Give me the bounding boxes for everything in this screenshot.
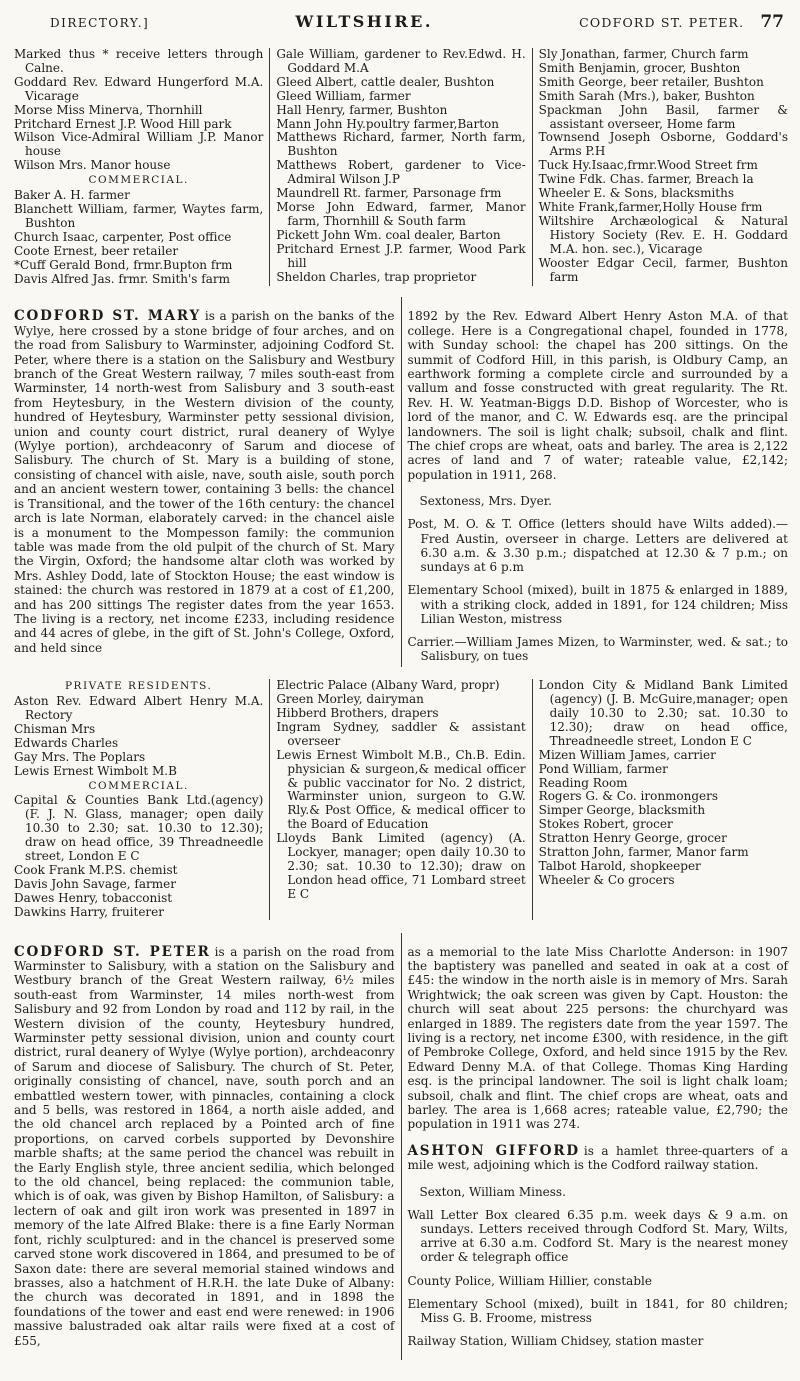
page-header <box>8 12 794 32</box>
directory-entry: Rogers G. & Co. ironmongers <box>538 789 719 804</box>
directory-entry: Matthews Robert, gardener to Vice-Admiral Wilson J.P <box>276 158 526 187</box>
directory-entry: Dawkins Harry, fruiterer <box>14 904 165 919</box>
codford-st-peter-left-column <box>8 933 401 1360</box>
codford-st-peter-paragraph <box>14 945 395 1348</box>
directory-entry: Wooster Edgar Cecil, farmer, Bushton farm <box>538 255 788 284</box>
parish-note: Wall Letter Box cleared 6.35 p.m. week days & 9 a.m. on sundays. Letters received through Codford St. Mary, Wilts, arrive at 6.30 a.m. Codford St. Mary is the nearest money order & telegraph office <box>407 1207 788 1265</box>
directory-entry: Tuck Hy.Isaac,frmr.Wood Street frm <box>538 158 758 173</box>
directory-entry: Pickett John Wm. coal dealer, Barton <box>276 227 501 242</box>
directory-entry: Spackman John Basil, farmer & assistant overseer, Home farm <box>538 102 788 131</box>
parish-note: Elementary School (mixed), built in 1841, for 80 children; Miss G. B. Froome, mistress <box>407 1296 788 1326</box>
directory-entry: Gleed Albert, cattle dealer, Bushton <box>276 74 495 89</box>
ashton-gifford-heading: ASHTON GIFFORD <box>407 1142 580 1159</box>
residents-column-1 <box>8 679 269 919</box>
column-heading: COMMERCIAL. <box>88 174 189 187</box>
directory-entry: Simper George, blacksmith <box>538 803 706 818</box>
directory-entry: Baker A. H. farmer <box>14 188 130 203</box>
directory-entry: Smith Benjamin, grocer, Bushton <box>538 60 741 75</box>
listing-column-2 <box>269 48 531 286</box>
directory-entry: Sheldon Charles, trap proprietor <box>276 269 477 284</box>
codford-st-mary-notes <box>408 494 789 663</box>
directory-entry: Stratton Henry George, grocer <box>538 831 727 846</box>
listing-column-1 <box>8 48 269 286</box>
directory-entry: Wheeler & Co grocers <box>538 872 675 887</box>
parish-note: Railway Station, William Chidsey, station master <box>407 1334 704 1349</box>
directory-entry: Wilson Mrs. Manor house <box>14 158 171 173</box>
directory-entry: Wilson Vice-Admiral William J.P. Manor house <box>14 130 264 159</box>
codford-st-mary-heading: CODFORD ST. MARY <box>14 308 201 325</box>
directory-entry: Lewis Ernest Wimbolt M.B <box>14 763 177 778</box>
directory-entry: Gay Mrs. The Poplars <box>14 749 146 764</box>
directory-entry: Reading Room <box>538 775 628 790</box>
ashton-gifford-text: is a hamlet three-quarters of a mile west, adjoining which is the Codford railway station. <box>407 1143 788 1173</box>
directory-entry: Chisman Mrs <box>14 721 96 736</box>
directory-entry: Davis Alfred Jas. frmr. Smith's farm <box>14 271 230 286</box>
parish-note: Post, M. O. & T. Office (letters should have Wilts added).—Fred Austin, overseer in charge. Letters are delivered at 6.30 a.m. & 3.30 p.m.; dispatched at 12.30 & 7 p.m.; on sundays at 6 p.m <box>407 517 788 575</box>
parish-note: Carrier.—William James Mizen, to Warminster, wed. & sat.; to Salisbury, on tues <box>407 634 788 664</box>
codford-st-peter-right-column <box>401 933 795 1360</box>
codford-st-mary-text-right: 1892 by the Rev. Edward Albert Henry Aston M.A. of that college. Here is a Congregational chapel, founded in 1778, with Sunday school: the chapel has 200 sittings. On the summit of Codford Hill, in this parish, is Oldbury Camp, an earthwork forming a complete circle and surrounded by a vallum and fosse constructed with great regularity. The Rt. Rev. H. W. Yeatman-Biggs D.D. Bishop of Worcester, who is lord of the manor, and C. W. Edwards esq. are the principal landowners. The soil is light chalk; subsoil, chalk and flint. The chief crops are wheat, oats and barley. The area is 2,122 acres of land and 7 of water; rateable value, £2,142; population in 1911, 268. <box>407 309 788 482</box>
codford-st-peter-section <box>8 933 794 1360</box>
directory-entry: *Cuff Gerald Bond, frmr.Bupton frm <box>14 257 233 272</box>
directory-entry: Cook Frank M.P.S. chemist <box>14 862 178 877</box>
directory-entry: Green Morley, dairyman <box>276 692 424 707</box>
codford-st-mary-text-left: is a parish on the banks of the Wylye, here crossed by a stone bridge of four arches, and on the road from Salisbury to Warminster, adjoining Codford St. Peter, where there is a station on the Salisbury and Westbury branch of the Great Western railway, 7 miles south-east from Warminster, 14 north-west from Salisbury and 3 south-east from Heytesbury, in the Western division of the county, hundred of Heytesbury, Warminster petty sessional division, union and county court district, rural deanery of Wylye (Wylye portion), archdeaconry of Sarum and diocese of Salisbury. The church of St. Mary is a building of stone, consisting of chancel with aisle, nave, south aisle, south porch and an ancient western tower, containing 3 bells: the chancel is Transitional, and the tower of the 16th century: the chancel arch is late Norman, elaborately carved: in the chancel aisle is a monument to the Mompesson family: the communion table was made from the old pulpit of the church of St. Mary the Virgin, Oxford; the handsome altar cloth was worked by Mrs. Ashley Dodd, late of Stockton House; the east window is stained: the church was restored in 1879 at a cost of £1,200, and has 200 sittings The register dates from the year 1653. The living is a rectory, net income £233, including residence and 44 acres of glebe, in the gift of St. John's College, Oxford, and held since <box>14 309 395 655</box>
parish-note: Sextoness, Mrs. Dyer. <box>419 494 552 509</box>
column-heading: COMMERCIAL. <box>88 779 189 792</box>
header-parish-and-page <box>579 12 784 32</box>
header-directory-label: DIRECTORY.] <box>50 16 150 30</box>
directory-entry: Mann John Hy.poultry farmer,Barton <box>276 116 499 131</box>
continued-listings-section <box>8 48 794 286</box>
directory-entry: Gleed William, farmer <box>276 88 411 103</box>
parish-note: Sexton, William Miness. <box>419 1184 566 1199</box>
directory-entry: Blanchett William, farmer, Waytes farm, Bushton <box>14 201 264 230</box>
directory-entry: Matthews Richard, farmer, North farm, Bushton <box>276 130 526 159</box>
directory-entry: Wiltshire Archæological & Natural History Society (Rev. E. H. Goddard M.A. hon. sec.), Vicarage <box>538 213 788 256</box>
directory-entry: Twine Fdk. Chas. farmer, Breach la <box>538 172 754 187</box>
directory-entry: Pritchard Ernest J.P. farmer, Wood Park hill <box>276 241 526 270</box>
directory-entry: Stratton John, farmer, Manor farm <box>538 845 749 860</box>
codford-st-mary-left-column <box>8 297 401 667</box>
header-county-title: WILTSHIRE. <box>295 12 433 31</box>
directory-entry: Gale William, gardener to Rev.Edwd. H. Goddard M.A <box>276 47 526 75</box>
directory-entry: Goddard Rev. Edward Hungerford M.A. Vicarage <box>14 74 264 103</box>
directory-entry: Hall Henry, farmer, Bushton <box>276 102 448 117</box>
directory-entry: Wheeler E. & Sons, blacksmiths <box>538 186 735 201</box>
header-parish-label: CODFORD ST. PETER. <box>579 15 745 30</box>
directory-entry: Marked thus * receive letters through Calne. <box>14 47 264 75</box>
directory-entry: Church Isaac, carpenter, Post office <box>14 229 232 244</box>
column-heading: PRIVATE RESIDENTS. <box>64 680 213 693</box>
listing-column-3 <box>532 48 794 286</box>
ashton-gifford-notes <box>408 1185 789 1349</box>
directory-entry: Smith George, beer retailer, Bushton <box>538 74 764 89</box>
residents-column-2 <box>269 679 531 919</box>
directory-entry: Pritchard Ernest J.P. Wood Hill park <box>14 116 232 131</box>
directory-entry: Edwards Charles <box>14 735 119 750</box>
directory-entry: Morse Miss Minerva, Thornhill <box>14 102 203 117</box>
directory-entry: Pond William, farmer <box>538 761 668 776</box>
directory-entry: Dawes Henry, tobacconist <box>14 890 173 905</box>
directory-entry: Hibberd Brothers, drapers <box>276 705 439 720</box>
parish-note: Elementary School (mixed), built in 1875 & enlarged in 1889, with a striking clock, added in 1891, for 124 children; Miss Lilian Weston, mistress <box>407 583 788 626</box>
directory-entry: Maundrell Rt. farmer, Parsonage frm <box>276 186 502 201</box>
residents-column-3 <box>532 679 794 919</box>
directory-entry: Stokes Robert, grocer <box>538 817 673 832</box>
codford-st-peter-text-right: as a memorial to the late Miss Charlotte Anderson: in 1907 the baptistery was panelled and seated in oak at a cost of £45: the window in the north aisle is in memory of Mrs. Sarah Wrightwick; the oak screen was given by Capt. Houston: the church will seat about 225 persons: the churchyard was enlarged in 1889. The registers date from the year 1597. The living is a rectory, net income £300, with residence, in the gift of Pembroke College, Oxford, and held since 1915 by the Rev. Edward Denny M.A. of that College. Thomas King Harding esq. is the principal landowner. The soil is light chalk loam; subsoil, chalk and flint. The chief crops are wheat, oats and barley. The area is 1,668 acres; rateable value, £2,790; the population in 1911 was 274. <box>407 944 788 1132</box>
directory-entry: White Frank,farmer,Holly House frm <box>538 199 763 214</box>
directory-entry: Lewis Ernest Wimbolt M.B., Ch.B. Edin. physician & surgeon,& medical officer & public vaccinator for No. 2 district, Warminster union, surgeon to G.W. Rly.& Post Office, & medical officer to the Board of Education <box>276 747 526 832</box>
directory-entry: Aston Rev. Edward Albert Henry M.A. Rectory <box>14 694 264 722</box>
directory-entry: Townsend Joseph Osborne, Goddard's Arms P.H <box>538 130 788 159</box>
directory-entry: Capital & Counties Bank Ltd.(agency) (F. J. N. Glass, manager; open daily 10.30 to 2.30; sat. 10.30 to 12.30); draw on head office, 39 Threadneedle street, London E C <box>14 793 264 864</box>
directory-entry: Lloyds Bank Limited (agency) (A. Lockyer, manager; open daily 10.30 to 2.30; sat. 10.30 to 12.30); draw on London head office, 71 Lombard street E C <box>276 831 526 901</box>
codford-st-peter-heading: CODFORD ST. PETER <box>14 943 211 960</box>
directory-entry: Talbot Harold, shopkeeper <box>538 858 701 873</box>
codford-st-mary-paragraph <box>14 309 395 655</box>
directory-entry: Sly Jonathan, farmer, Church farm <box>538 47 749 61</box>
codford-st-peter-text-left: is a parish on the road from Warminster to Salisbury, with a station on the Salisbury and Westbury branch of the Great Western railway, 6½ miles south-east from Warminster, 14 miles north-west from Salisbury and 92 from London by road and 112 by rail, in the Western division of the county, Heytesbury hundred, Warminster petty sessional division, union and county court district, rural deanery of Wylye (Wylye portion), archdeaconry of Sarum and diocese of Salisbury. The church of St. Peter, originally consisting of chancel, nave, south porch and an embattled western tower, with pinnacles, containing a clock and 5 bells, was restored in 1864, a north aisle added, and the old chancel arch replaced by a Pointed arch of fine proportions, on carved corbels supported by Devonshire marble shafts; at the same period the chancel was rebuilt in the Early English style, three ancient sedilia, which belonged to the old chancel, being replaced: the communion table, which is of oak, was given by Bishop Hamilton, of Salisbury: a lectern of oak and gilt iron work was presented in 1897 in memory of the late Alfred Blake: there is a fine Early Norman font, richly sculptured: and in the chancel is preserved some carved stone work discovered in 1864, and presumed to be of Saxon date: there are several memorial stained windows and brasses, also a hatchment of H.R.H. the late Duke of Albany: the church was decorated in 1891, and in 1898 the foundations of the tower and east end were renewed: in 1906 massive balustraded oak altar rails were fixed at a cost of £55, <box>14 944 395 1348</box>
page-number: 77 <box>760 12 784 32</box>
directory-entry: Ingram Sydney, saddler & assistant overseer <box>276 719 526 748</box>
ashton-gifford-paragraph <box>408 1144 789 1173</box>
private-residents-section <box>8 679 794 919</box>
directory-entry: Coote Ernest, beer retailer <box>14 243 179 258</box>
parish-note: County Police, William Hillier, constable <box>407 1273 652 1288</box>
directory-entry: Davis John Savage, farmer <box>14 876 176 891</box>
directory-entry: Smith Sarah (Mrs.), baker, Bushton <box>538 88 755 103</box>
directory-entry: London City & Midland Bank Limited (agency) (J. B. McGuire,manager; open daily 10.30 to 2.30; sat. 10.30 to 12.30); draw on head office, Threadneedle street, London E C <box>538 678 788 748</box>
codford-st-mary-right-column <box>401 297 795 667</box>
directory-entry: Electric Palace (Albany Ward, propr) <box>276 678 500 693</box>
directory-entry: Morse John Edward, farmer, Manor farm, Thornhill & South farm <box>276 199 526 228</box>
codford-st-mary-section <box>8 297 794 667</box>
directory-entry: Mizen William James, carrier <box>538 747 716 762</box>
